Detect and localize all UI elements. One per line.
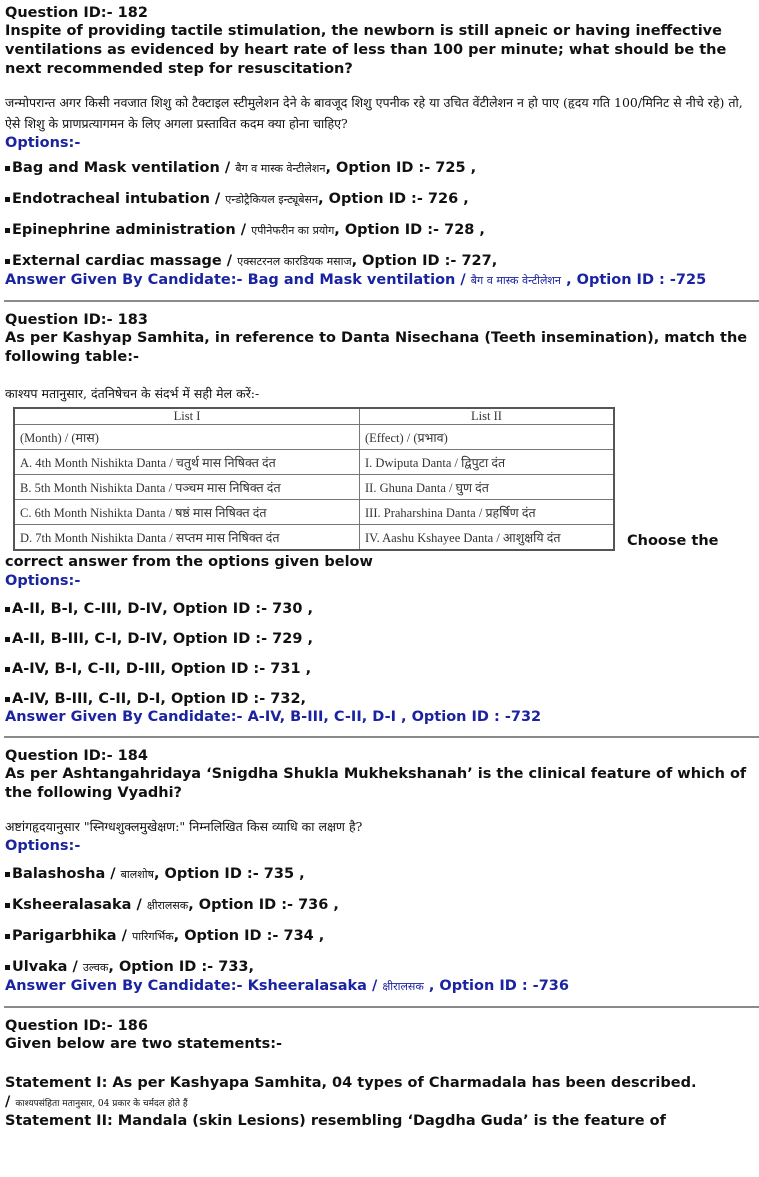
candidate-answer: Answer Given By Candidate:- A-IV, B-III, C-II, D-I , Option ID : -732 — [5, 709, 542, 725]
option-id: , Option ID :- 725 , — [325, 160, 477, 176]
option-text-hindi: क्षीरालसक — [146, 899, 189, 912]
match-table-row — [5, 404, 754, 551]
question-divider — [4, 736, 759, 738]
table-row — [14, 500, 614, 525]
table-cell: B. 5th Month Nishikta Danta / पञ्चम मास निषिक्त दंत — [14, 475, 360, 500]
question-id: Question ID:- 182 — [5, 5, 148, 21]
option-id: , Option ID :- 732, — [160, 691, 307, 707]
candidate-answer — [5, 271, 754, 290]
answer-prefix: Answer Given By Candidate:- Ksheeralasaka / — [5, 978, 383, 994]
bullet-icon — [5, 197, 10, 202]
option-id: , Option ID :- 727, — [351, 253, 498, 269]
option-item — [5, 252, 754, 271]
option-text: Balashosha / — [12, 866, 116, 882]
question-divider — [4, 1006, 759, 1008]
choose-text-continued: correct answer from the options given below — [5, 554, 373, 570]
option-text-hindi: उल्वक — [82, 961, 109, 974]
answer-option-id: , Option ID : -725 — [561, 272, 707, 288]
question-id: Question ID:- 186 — [5, 1018, 148, 1034]
option-text-hindi: बैग व मास्क वेन्टीलेशन — [235, 162, 326, 175]
bullet-icon — [5, 637, 10, 642]
option-text: Ksheeralasaka / — [12, 897, 142, 913]
table-row — [14, 475, 614, 500]
option-id: , Option ID :- 729 , — [162, 631, 313, 647]
table-cell: II. Ghuna Danta / घुण दंत — [360, 475, 615, 500]
bullet-icon — [5, 965, 10, 970]
statement-1-hindi-line — [5, 1093, 754, 1112]
option-item — [5, 896, 754, 915]
bullet-icon — [5, 903, 10, 908]
slash-separator: / — [5, 1094, 16, 1110]
table-cell: C. 6th Month Nishikta Danta / षष्ठं मास निषिक्त दंत — [14, 500, 360, 525]
match-table — [13, 407, 615, 551]
option-id: , Option ID :- 731 , — [160, 661, 312, 677]
table-header: List I — [14, 408, 360, 425]
option-text-hindi: पारिगर्भिक — [131, 930, 174, 943]
table-cell: III. Praharshina Danta / प्रहर्षिण दंत — [360, 500, 615, 525]
question-186 — [0, 1017, 759, 1131]
question-text: As per Ashtangahridaya ‘Snigdha Shukla Mukhekshanah’ is the clinical feature of which of the following Vyadhi? — [5, 766, 747, 801]
option-text: Bag and Mask ventilation / — [12, 160, 231, 176]
options-label: Options:- — [5, 135, 81, 151]
answer-hindi: बैग व मास्क वेन्टीलेशन — [470, 274, 562, 287]
candidate-answer — [5, 977, 754, 996]
table-subheader-row — [14, 425, 614, 450]
statement-1: Statement I: As per Kashyapa Samhita, 04 types of Charmadala has been described. — [5, 1075, 697, 1091]
option-text: External cardiac massage / — [12, 253, 233, 269]
question-text: Inspite of providing tactile stimulation, the newborn is still apneic or having ineffective ventilations as evidenced by heart rate of less than 100 per minute; what should be the next recommended step for resuscitation? — [5, 23, 727, 77]
option-id: , Option ID :- 733, — [108, 959, 255, 975]
option-item — [5, 221, 754, 240]
statement-1-hindi: काश्यपसंहिता मतानुसार, 04 प्रकार के चर्मदल होते हैं — [15, 1099, 188, 1109]
question-id: Question ID:- 184 — [5, 748, 148, 764]
table-row — [14, 525, 614, 551]
options-label: Options:- — [5, 573, 81, 589]
question-184 — [0, 747, 759, 996]
question-id: Question ID:- 183 — [5, 312, 148, 328]
question-divider — [4, 300, 759, 302]
option-item — [5, 958, 754, 977]
question-text: As per Kashyap Samhita, in reference to Danta Nisechana (Teeth insemination), match the following table:- — [5, 330, 748, 365]
option-text: Parigarbhika / — [12, 928, 127, 944]
option-id: , Option ID :- 736 , — [188, 897, 339, 913]
option-item — [5, 159, 754, 178]
option-item — [5, 865, 754, 884]
bullet-icon — [5, 872, 10, 877]
table-cell: IV. Aashu Kshayee Danta / आशुक्षयि दंत — [360, 525, 615, 551]
answer-option-id: , Option ID : -736 — [423, 978, 569, 994]
option-text: A-II, B-III, C-I, D-IV — [12, 631, 163, 647]
option-id: , Option ID :- 735 , — [153, 866, 305, 882]
bullet-icon — [5, 934, 10, 939]
option-id: , Option ID :- 728 , — [334, 222, 485, 238]
table-header-row — [14, 408, 614, 425]
option-text-hindi: एपीनेफरीन का प्रयोग — [251, 224, 335, 237]
option-item — [5, 630, 754, 648]
table-cell: A. 4th Month Nishikta Danta / चतुर्थ मास निषिक्त दंत — [14, 450, 360, 475]
table-cell: D. 7th Month Nishikta Danta / सप्तम मास निषिक्त दंत — [14, 525, 360, 551]
option-text-hindi: बालशोष — [120, 868, 154, 881]
bullet-icon — [5, 228, 10, 233]
question-182 — [0, 0, 759, 290]
option-item — [5, 927, 754, 946]
option-text: A-II, B-I, C-III, D-IV — [12, 601, 163, 617]
bullet-icon — [5, 259, 10, 264]
bullet-icon — [5, 607, 10, 612]
option-id: , Option ID :- 734 , — [173, 928, 325, 944]
question-text-hindi: अष्टांगहृदयानुसार "स्निग्धशुक्लमुखेक्षण:" निम्नलिखित किस व्याधि का लक्षण है? — [5, 819, 363, 834]
option-text-hindi: एक्सटरनल कारडियक मसाज — [237, 255, 352, 268]
answer-prefix: Answer Given By Candidate:- Bag and Mask ventilation / — [5, 272, 471, 288]
option-text: Endotracheal intubation / — [12, 191, 221, 207]
option-id: , Option ID :- 730 , — [162, 601, 313, 617]
option-text: A-IV, B-I, C-II, D-III — [12, 661, 161, 677]
option-text: Ulvaka / — [12, 959, 78, 975]
option-item — [5, 600, 754, 618]
table-cell: I. Dwiputa Danta / द्विपुटा दंत — [360, 450, 615, 475]
statement-2: Statement II: Mandala (skin Lesions) resembling ‘Dagdha Guda’ is the feature of — [5, 1113, 666, 1129]
table-row — [14, 450, 614, 475]
choose-text: Choose the — [627, 533, 719, 549]
option-item — [5, 660, 754, 678]
bullet-icon — [5, 697, 10, 702]
option-text: Epinephrine administration / — [12, 222, 247, 238]
question-183 — [0, 311, 759, 726]
option-item — [5, 190, 754, 209]
table-header: List II — [360, 408, 615, 425]
options-label: Options:- — [5, 838, 81, 854]
table-cell: (Effect) / (प्रभाव) — [360, 425, 615, 450]
option-text: A-IV, B-III, C-II, D-I — [12, 691, 161, 707]
question-text: Given below are two statements:- — [5, 1036, 283, 1052]
table-cell: (Month) / (मास) — [14, 425, 360, 450]
bullet-icon — [5, 667, 10, 672]
question-text-hindi: जन्मोपरान्त अगर किसी नवजात शिशु को टैक्टाइल स्टीमुलेशन देने के बावजूद शिशु एपनीक रहे या उचित वेंटीलेशन न हो पाए (हृदय गति 100/मिनिट से नीचे रहे) तो, ऐसे शिशु के प्राणप्रत्यागमन के लिए अगला प्रस्तावित कदम क्या होना चाहिए? — [5, 95, 743, 131]
option-text-hindi: एन्डोट्रैकियल इन्ट्यूबेसन — [225, 193, 319, 206]
option-id: , Option ID :- 726 , — [318, 191, 469, 207]
answer-hindi: क्षीरालसक — [382, 980, 424, 993]
question-text-hindi: काश्यप मतानुसार, दंतनिषेचन के संदर्भ में सही मेल करें:- — [5, 386, 260, 401]
bullet-icon — [5, 166, 10, 171]
option-item — [5, 690, 754, 708]
